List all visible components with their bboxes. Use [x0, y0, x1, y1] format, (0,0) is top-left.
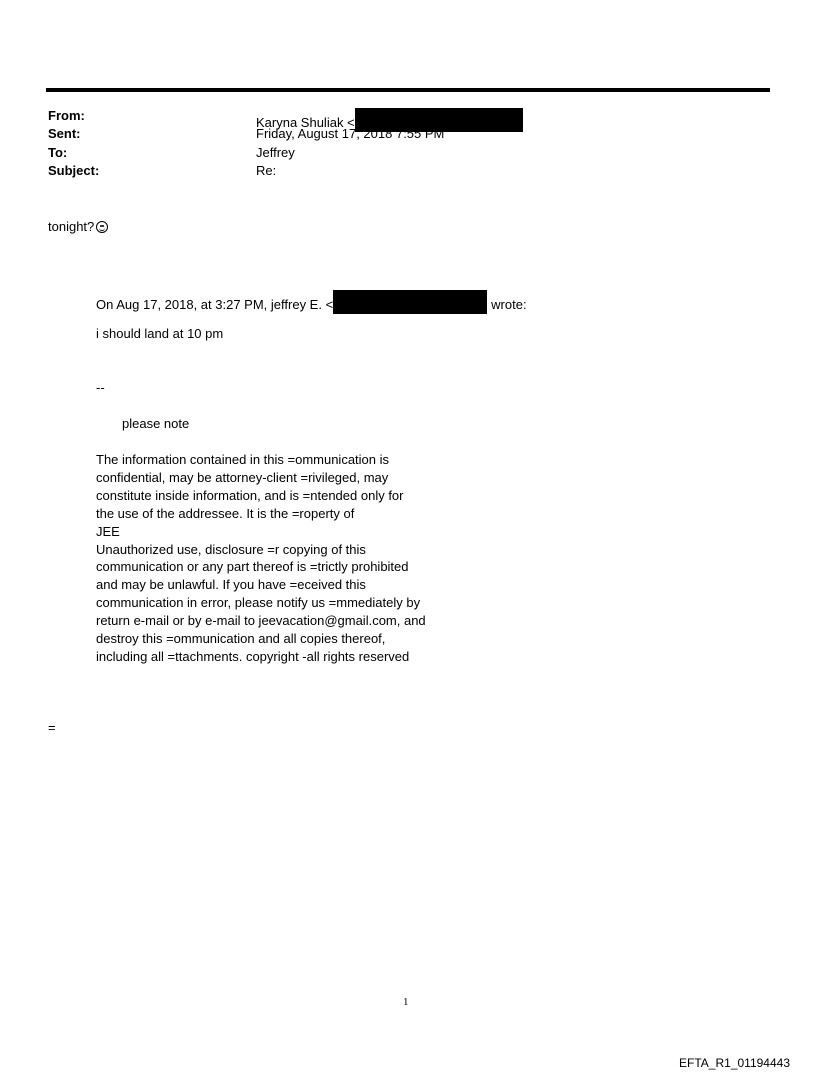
disclaimer-line: confidential, may be attorney-client =rivileged, may: [96, 469, 389, 485]
page-number: 1: [403, 996, 409, 1008]
disclaimer-line: constitute inside information, and is =ntended only for: [96, 487, 404, 503]
sent-value: Friday, August 17, 2018 7:55 PM: [256, 126, 445, 141]
disclaimer-line: JEE: [96, 523, 120, 539]
sender-name: Karyna Shuliak <: [256, 115, 355, 130]
smiley-face-icon: [96, 221, 108, 233]
sent-label: Sent:: [48, 126, 81, 141]
disclaimer-line: the use of the addressee. It is the =roperty of: [96, 505, 355, 521]
quote-wrote: wrote:: [491, 297, 527, 312]
disclaimer-line: communication or any part thereof is =trictly prohibited: [96, 559, 409, 575]
disclaimer-line: Unauthorized use, disclosure =r copying of this: [96, 541, 366, 557]
disclaimer-block: [96, 451, 456, 666]
signature-separator: --: [96, 380, 105, 395]
disclaimer-line: and may be unlawful. If you have =eceived this: [96, 577, 366, 593]
subject-value: Re:: [256, 163, 277, 178]
disclaimer-line: return e-mail or by e-mail to jeevacation@gmail.com, and: [96, 613, 426, 629]
header-divider: [46, 88, 770, 92]
subject-label: Subject:: [48, 163, 100, 178]
disclaimer-line: including all =ttachments. copyright -all rights reserved: [96, 648, 410, 664]
please-note: please note: [122, 416, 190, 431]
reply-line: [48, 219, 108, 235]
quote-intro-line: [96, 290, 527, 314]
reply-text: tonight?: [48, 219, 95, 234]
document-id: EFTA_R1_01194443: [679, 1056, 790, 1070]
to-value: Jeffrey: [256, 145, 295, 160]
disclaimer-line: destroy this =ommunication and all copies thereof,: [96, 631, 386, 647]
quote-intro: On Aug 17, 2018, at 3:27 PM, jeffrey E. <: [96, 297, 334, 312]
disclaimer-line: communication in error, please notify us =mmediately by: [96, 595, 421, 611]
from-label: From:: [48, 108, 85, 123]
trailing-equals: =: [48, 720, 56, 735]
disclaimer-line: The information contained in this =ommunication is: [96, 452, 390, 467]
to-label: To:: [48, 145, 68, 160]
redaction-box: [333, 290, 487, 314]
quoted-line: i should land at 10 pm: [96, 326, 224, 341]
